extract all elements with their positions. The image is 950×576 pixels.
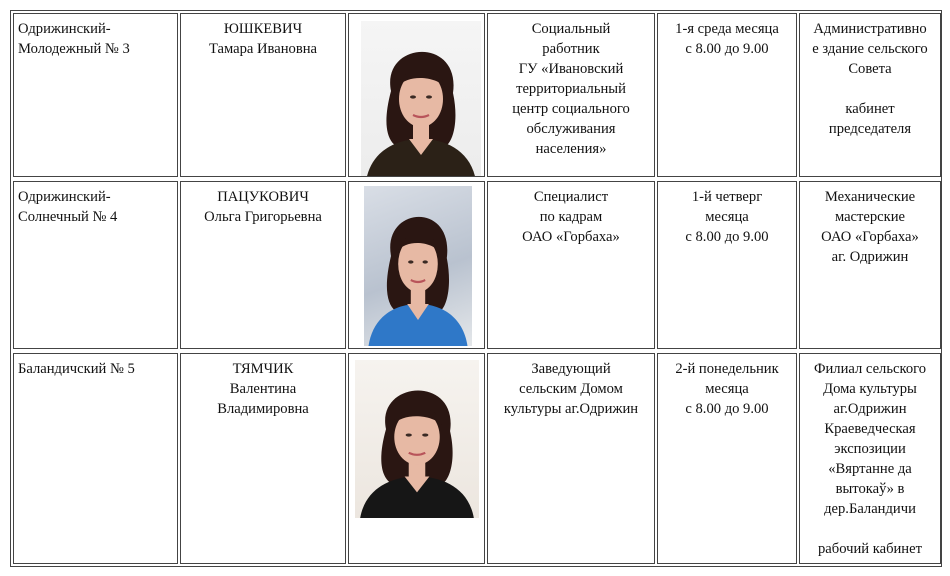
place-line: дер.Баландичи: [824, 501, 916, 517]
place-line: кабинет: [845, 101, 895, 117]
schedule-line: месяца: [705, 209, 749, 225]
place-line: ОАО «Горбаха»: [821, 229, 919, 245]
place-line: Филиал сельского: [813, 361, 927, 377]
place-cell: [799, 181, 941, 349]
position-line: по кадрам: [539, 209, 603, 225]
schedule-line: с 8.00 до 9.00: [685, 41, 769, 57]
photo-cell: [348, 13, 485, 177]
district-line: Солнечный № 4: [18, 209, 118, 225]
schedule-line: месяца: [705, 381, 749, 397]
place-line: Совета: [848, 61, 892, 77]
name-cell: [180, 353, 346, 564]
position-line: центр социального: [512, 101, 630, 117]
place-line: председателя: [828, 121, 912, 137]
place-line: аг.Одрижин: [833, 401, 907, 417]
place-cell: [799, 13, 941, 177]
name-cell: [180, 13, 346, 177]
schedule-line: 1-я среда месяца: [675, 21, 779, 37]
schedule-line: 1-й четверг: [691, 189, 763, 205]
place-line: е здание сельского: [812, 41, 928, 57]
name-line: ТЯМЧИК: [232, 361, 294, 377]
schedule-cell: [657, 181, 797, 349]
schedule-line: 2-й понедельник: [675, 361, 779, 377]
place-line: [802, 79, 938, 99]
portrait-photo-icon: [361, 21, 481, 177]
place-line: рабочий кабинет: [818, 541, 922, 557]
place-cell: [799, 353, 941, 564]
position-line: культуры аг.Одрижин: [503, 401, 639, 417]
table-row: [11, 11, 941, 179]
schedule-cell: [657, 13, 797, 177]
place-line: Дома культуры: [823, 381, 917, 397]
position-line: Социальный: [531, 21, 611, 37]
district-line: Одрижинский-: [18, 189, 111, 205]
position-line: работник: [542, 41, 600, 57]
portrait-photo-icon: [364, 186, 472, 346]
schedule-line: с 8.00 до 9.00: [685, 229, 769, 245]
position-line: Специалист: [533, 189, 609, 205]
place-line: экспозиции: [834, 441, 906, 457]
district-line: Баландичский № 5: [18, 361, 135, 377]
schedule-line: с 8.00 до 9.00: [685, 401, 769, 417]
position-line: ГУ «Ивановский: [518, 61, 624, 77]
name-line: ЮШКЕВИЧ: [223, 21, 303, 37]
name-line: Валентина: [229, 381, 297, 397]
district-cell: [13, 181, 178, 349]
position-cell: [487, 353, 655, 564]
position-line: территориальный: [516, 81, 626, 97]
photo-cell: [348, 353, 485, 564]
position-line: Заведующий: [531, 361, 611, 377]
name-line: Ольга Григорьевна: [204, 209, 322, 225]
place-line: аг. Одрижин: [831, 249, 909, 265]
position-line: сельским Домом: [519, 381, 623, 397]
position-cell: [487, 13, 655, 177]
name-line: ПАЦУКОВИЧ: [217, 189, 309, 205]
place-line: Механические: [824, 189, 916, 205]
place-line: мастерские: [834, 209, 906, 225]
photo-cell: [348, 181, 485, 349]
place-line: «Вяртанне да: [828, 461, 912, 477]
district-cell: [13, 353, 178, 564]
reception-schedule-table: [10, 10, 942, 567]
place-line: Краеведческая: [824, 421, 916, 437]
position-line: обслуживания: [526, 121, 616, 137]
place-line: Административно: [813, 21, 927, 37]
name-cell: [180, 181, 346, 349]
district-line: Одрижинский-: [18, 21, 111, 37]
district-line: Молодежный № 3: [18, 41, 130, 57]
district-cell: [13, 13, 178, 177]
position-line: ОАО «Горбаха»: [522, 229, 620, 245]
table-row: [11, 351, 941, 566]
schedule-cell: [657, 353, 797, 564]
position-cell: [487, 181, 655, 349]
name-line: Тамара Ивановна: [208, 41, 318, 57]
name-line: Владимировна: [217, 401, 309, 417]
portrait-photo-icon: [355, 360, 479, 518]
place-line: вытокаў» в: [835, 481, 905, 497]
position-line: населения»: [535, 141, 607, 157]
table-row: [11, 179, 941, 351]
place-line: [802, 519, 938, 539]
